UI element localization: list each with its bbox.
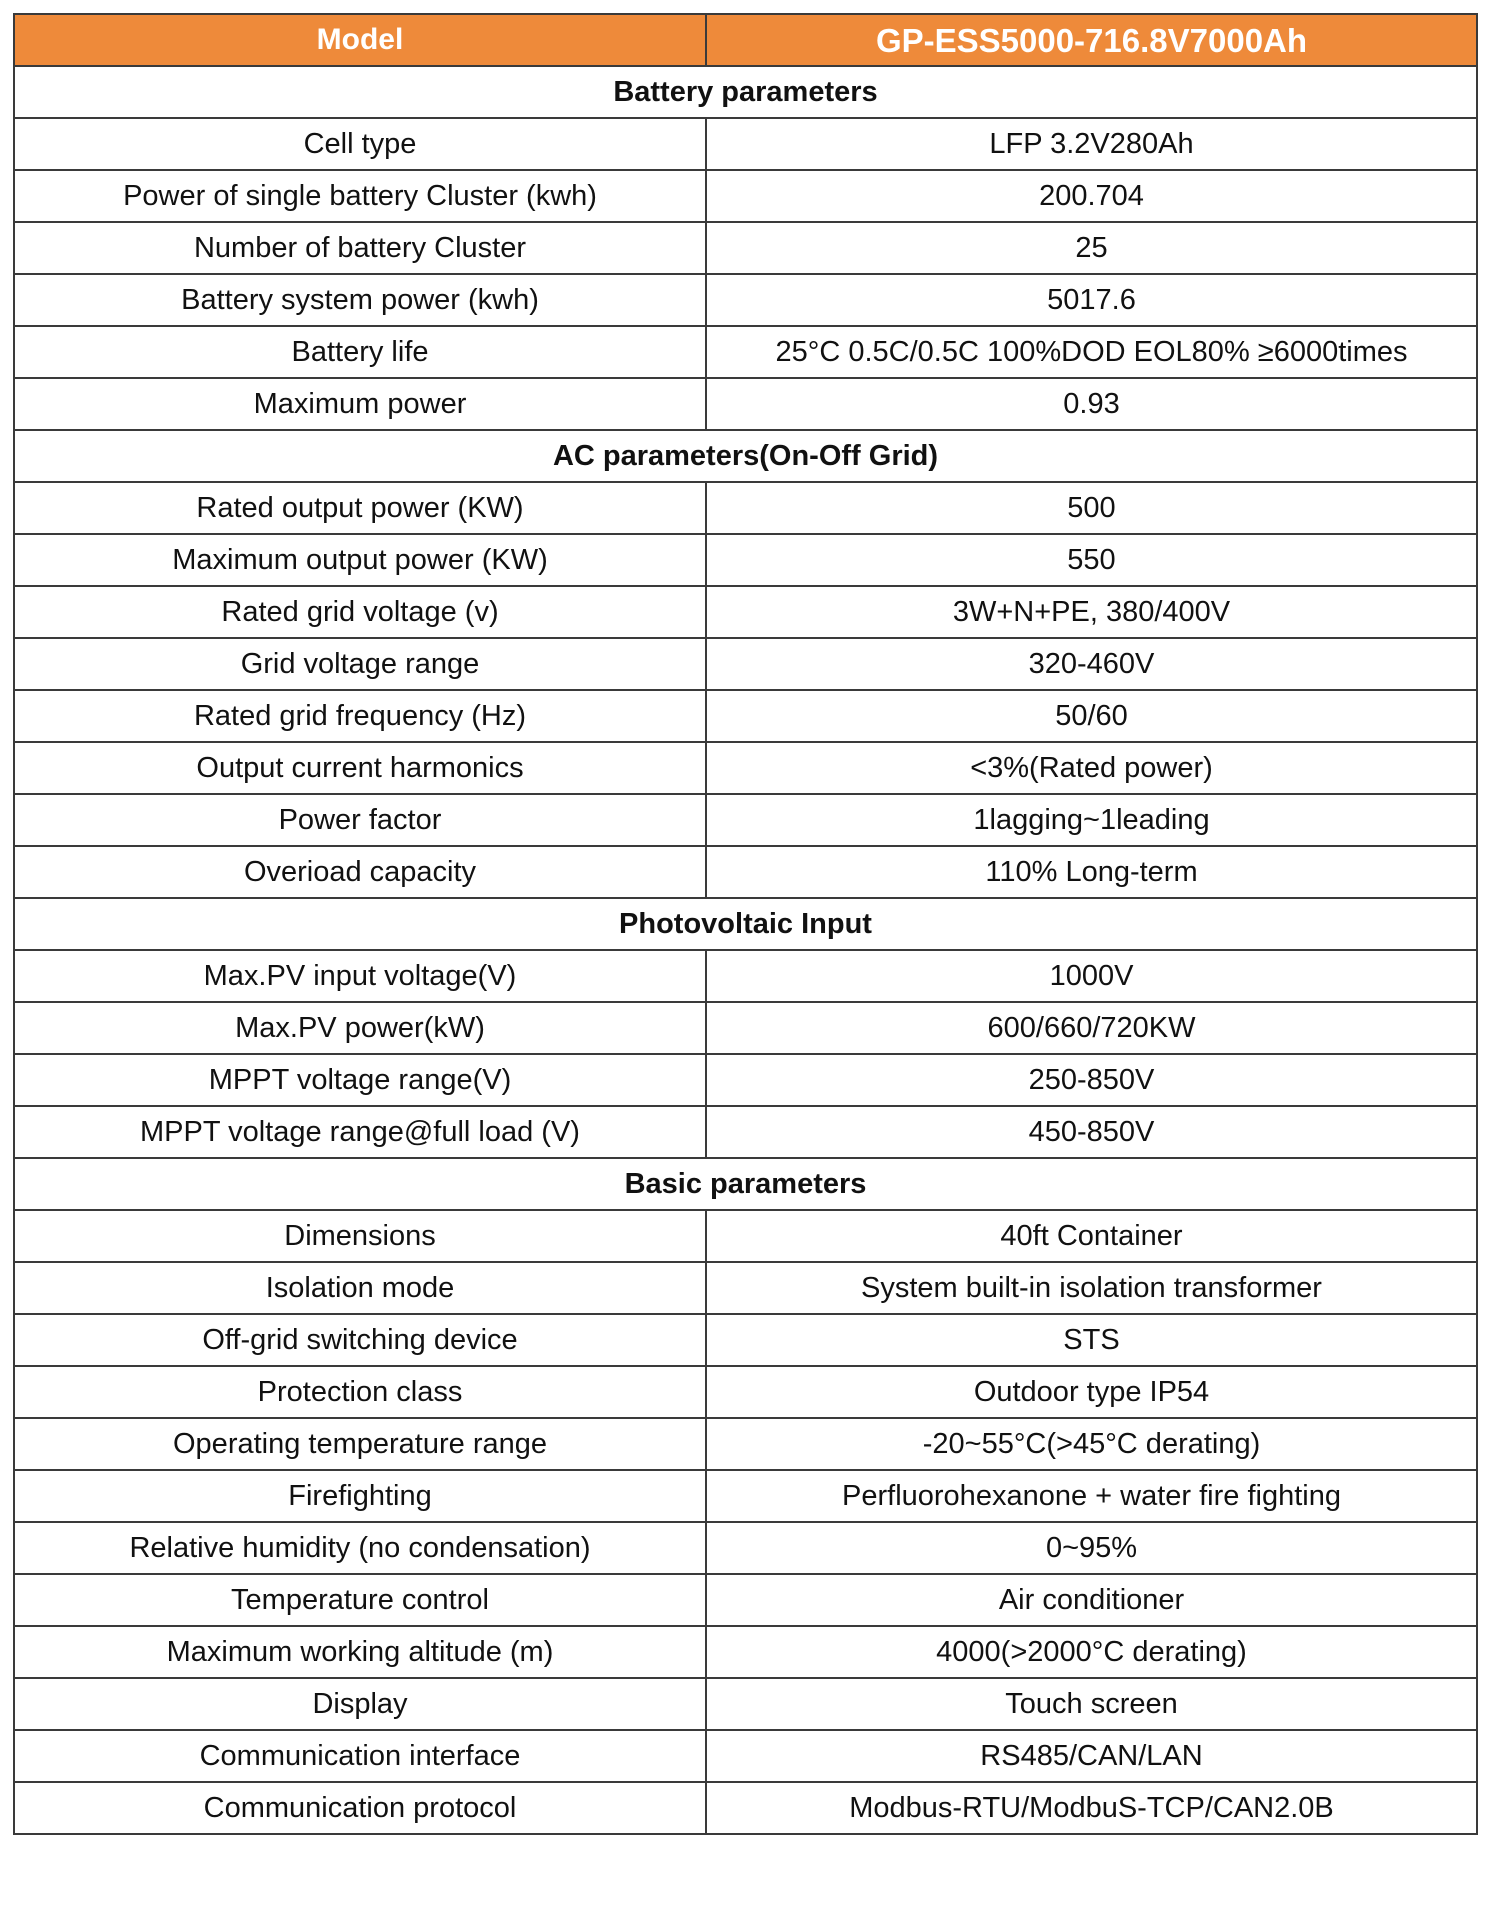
table-row	[14, 170, 1477, 222]
table-row	[14, 1418, 1477, 1470]
table-row	[14, 1470, 1477, 1522]
table-row	[14, 1574, 1477, 1626]
parameter-label: Max.PV power(kW)	[14, 1002, 706, 1054]
table-row	[14, 1314, 1477, 1366]
parameter-value: <3%(Rated power)	[706, 742, 1477, 794]
parameter-label: Dimensions	[14, 1210, 706, 1262]
parameter-label: Number of battery Cluster	[14, 222, 706, 274]
table-row	[14, 482, 1477, 534]
parameter-value: 3W+N+PE, 380/400V	[706, 586, 1477, 638]
table-row	[14, 118, 1477, 170]
table-row	[14, 1262, 1477, 1314]
parameter-label: Temperature control	[14, 1574, 706, 1626]
parameter-value: 4000(>2000°C derating)	[706, 1626, 1477, 1678]
parameter-value: 0.93	[706, 378, 1477, 430]
parameter-value: Perfluorohexanone + water fire fighting	[706, 1470, 1477, 1522]
parameter-label: Rated grid voltage (v)	[14, 586, 706, 638]
table-row	[14, 1730, 1477, 1782]
table-row	[14, 1522, 1477, 1574]
parameter-value: 600/660/720KW	[706, 1002, 1477, 1054]
parameter-value: Outdoor type IP54	[706, 1366, 1477, 1418]
parameter-label: MPPT voltage range(V)	[14, 1054, 706, 1106]
parameter-label: Maximum working altitude (m)	[14, 1626, 706, 1678]
model-value: GP-ESS5000-716.8V7000Ah	[706, 14, 1477, 66]
parameter-value: 250-850V	[706, 1054, 1477, 1106]
table-row	[14, 1366, 1477, 1418]
parameter-value: 200.704	[706, 170, 1477, 222]
section-title: Battery parameters	[14, 66, 1477, 118]
table-row	[14, 326, 1477, 378]
parameter-label: Power of single battery Cluster (kwh)	[14, 170, 706, 222]
parameter-value: Touch screen	[706, 1678, 1477, 1730]
parameter-value: 50/60	[706, 690, 1477, 742]
parameter-value: 25	[706, 222, 1477, 274]
table-row	[14, 950, 1477, 1002]
table-row	[14, 742, 1477, 794]
section-title: Photovoltaic Input	[14, 898, 1477, 950]
parameter-label: Max.PV input voltage(V)	[14, 950, 706, 1002]
parameter-label: Display	[14, 1678, 706, 1730]
parameter-value: 25°C 0.5C/0.5C 100%DOD EOL80% ≥6000times	[706, 326, 1477, 378]
table-row	[14, 794, 1477, 846]
table-row	[14, 638, 1477, 690]
parameter-label: Battery system power (kwh)	[14, 274, 706, 326]
parameter-label: Maximum power	[14, 378, 706, 430]
model-label: Model	[14, 14, 706, 66]
parameter-value: RS485/CAN/LAN	[706, 1730, 1477, 1782]
parameter-label: Rated grid frequency (Hz)	[14, 690, 706, 742]
parameter-label: MPPT voltage range@full load (V)	[14, 1106, 706, 1158]
model-header-row	[14, 14, 1477, 66]
parameter-label: Protection class	[14, 1366, 706, 1418]
spec-table	[13, 13, 1478, 1835]
parameter-label: Communication interface	[14, 1730, 706, 1782]
table-row	[14, 274, 1477, 326]
parameter-value: 0~95%	[706, 1522, 1477, 1574]
parameter-label: Operating temperature range	[14, 1418, 706, 1470]
spec-table-body	[14, 14, 1477, 1834]
parameter-value: Air conditioner	[706, 1574, 1477, 1626]
parameter-value: 550	[706, 534, 1477, 586]
parameter-value: 320-460V	[706, 638, 1477, 690]
parameter-value: STS	[706, 1314, 1477, 1366]
section-header-row	[14, 1158, 1477, 1210]
parameter-value: 5017.6	[706, 274, 1477, 326]
section-header-row	[14, 430, 1477, 482]
parameter-value: 1lagging~1leading	[706, 794, 1477, 846]
table-row	[14, 534, 1477, 586]
table-row	[14, 586, 1477, 638]
parameter-value: 450-850V	[706, 1106, 1477, 1158]
parameter-label: Overioad capacity	[14, 846, 706, 898]
section-title: Basic parameters	[14, 1158, 1477, 1210]
table-row	[14, 846, 1477, 898]
parameter-label: Power factor	[14, 794, 706, 846]
table-row	[14, 378, 1477, 430]
parameter-value: 110% Long-term	[706, 846, 1477, 898]
parameter-label: Battery life	[14, 326, 706, 378]
parameter-label: Maximum output power (KW)	[14, 534, 706, 586]
parameter-value: 1000V	[706, 950, 1477, 1002]
parameter-label: Isolation mode	[14, 1262, 706, 1314]
table-row	[14, 1210, 1477, 1262]
table-row	[14, 690, 1477, 742]
table-row	[14, 1106, 1477, 1158]
parameter-value: -20~55°C(>45°C derating)	[706, 1418, 1477, 1470]
table-row	[14, 1678, 1477, 1730]
table-row	[14, 1002, 1477, 1054]
section-title: AC parameters(On-Off Grid)	[14, 430, 1477, 482]
table-row	[14, 1626, 1477, 1678]
parameter-label: Cell type	[14, 118, 706, 170]
parameter-label: Output current harmonics	[14, 742, 706, 794]
table-row	[14, 222, 1477, 274]
parameter-value: Modbus-RTU/ModbuS-TCP/CAN2.0B	[706, 1782, 1477, 1834]
parameter-label: Rated output power (KW)	[14, 482, 706, 534]
parameter-label: Firefighting	[14, 1470, 706, 1522]
table-row	[14, 1054, 1477, 1106]
parameter-value: LFP 3.2V280Ah	[706, 118, 1477, 170]
spec-sheet	[13, 13, 1476, 1835]
table-row	[14, 1782, 1477, 1834]
parameter-label: Grid voltage range	[14, 638, 706, 690]
parameter-value: System built-in isolation transformer	[706, 1262, 1477, 1314]
parameter-value: 40ft Container	[706, 1210, 1477, 1262]
parameter-label: Communication protocol	[14, 1782, 706, 1834]
section-header-row	[14, 898, 1477, 950]
section-header-row	[14, 66, 1477, 118]
parameter-label: Relative humidity (no condensation)	[14, 1522, 706, 1574]
parameter-label: Off-grid switching device	[14, 1314, 706, 1366]
parameter-value: 500	[706, 482, 1477, 534]
